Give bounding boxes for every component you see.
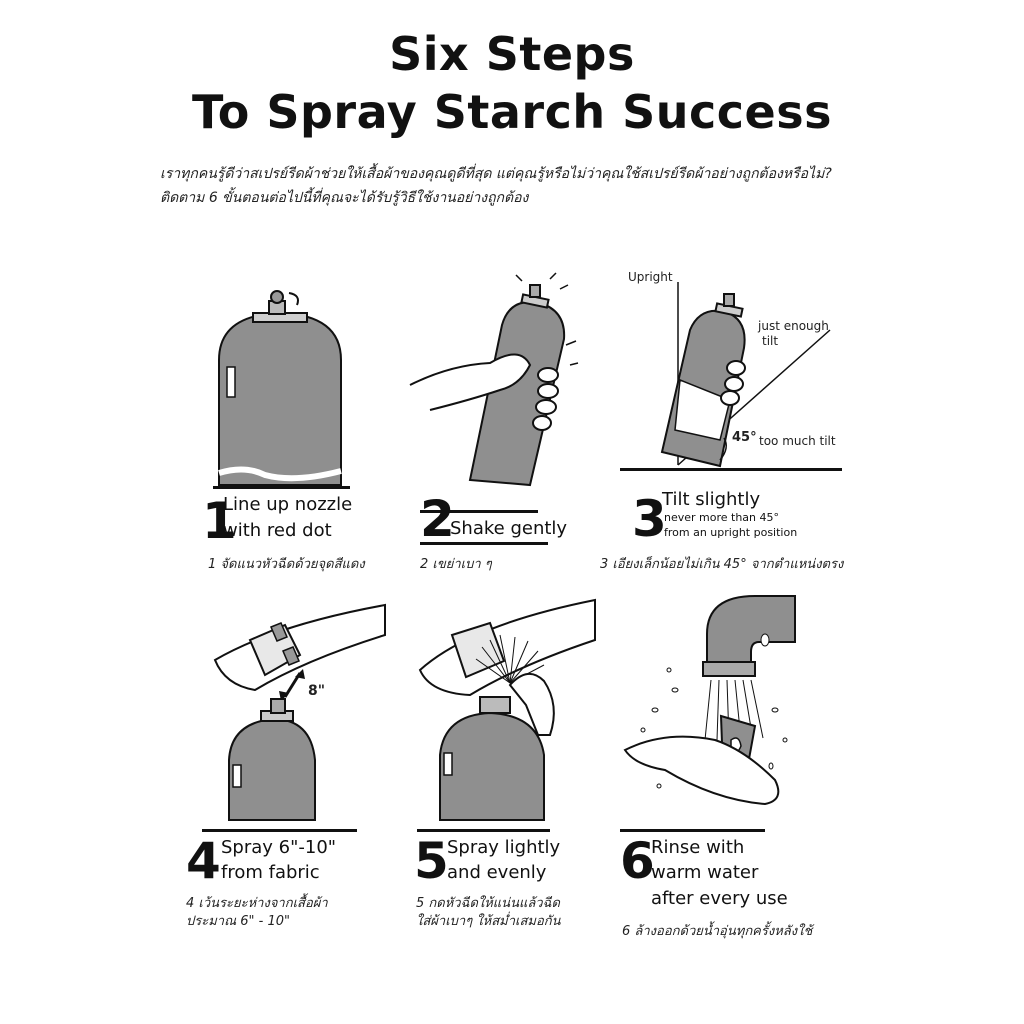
upright-label: Upright bbox=[628, 270, 673, 284]
step-1-number: 1 bbox=[202, 492, 237, 550]
step-5-caption-line-1: Spray lightly bbox=[447, 837, 561, 858]
step-6-caption-line-3: after every use bbox=[651, 888, 788, 909]
step-5-illustration bbox=[420, 585, 595, 820]
step-5-caption-line-2: and evenly bbox=[447, 862, 547, 883]
step-3-sub-line-1: never more than 45° bbox=[664, 511, 780, 524]
step-5-thai-line-1: 5 กดหัวฉีดให้แน่นแล้วฉีด bbox=[416, 896, 560, 911]
too-much-tilt-label: too much tilt bbox=[759, 434, 836, 448]
step-1-rule bbox=[213, 486, 350, 489]
step-5-thai-line-2: ใส่ผ้าเบาๆ ให้สม่ำเสมอกัน bbox=[416, 914, 561, 929]
intro-line-1: เราทุกคนรู้ดีว่าสเปรย์รีดผ้าช่วยให้เสื้อผ้าของคุณดูดีที่สุด แต่คุณรู้หรือไม่ว่าคุณใช้สเปรย์รีดผ้าอย่างถูกต้องหรือไม่? bbox=[160, 166, 832, 182]
step-6-caption-line-2: warm water bbox=[651, 862, 759, 883]
step-2-thai: 2 เขย่าเบา ๆ bbox=[420, 557, 492, 572]
step-4-thai-line-2: ประมาณ 6" - 10" bbox=[186, 914, 291, 929]
step-5-number: 5 bbox=[414, 832, 449, 890]
step-4-illustration bbox=[215, 585, 385, 820]
step-3-sub-line-2: from an upright position bbox=[664, 526, 798, 539]
step-2-caption: Shake gently bbox=[450, 518, 568, 539]
step-6-caption-line-1: Rinse with bbox=[651, 837, 745, 858]
step-4-caption-line-2: from fabric bbox=[221, 862, 320, 883]
just-enough-label: just enough bbox=[758, 319, 829, 333]
step-4-caption-line-1: Spray 6"-10" bbox=[221, 837, 337, 858]
step-4-rule bbox=[202, 829, 357, 832]
angle-label: 45° bbox=[732, 430, 757, 445]
step-1-thai: 1 จัดแนวหัวฉีดด้วยจุดสีแดง bbox=[208, 557, 365, 572]
page-title-line-2: To Spray Starch Success bbox=[191, 85, 832, 139]
distance-label: 8" bbox=[308, 683, 326, 699]
step-2-number: 2 bbox=[420, 490, 455, 548]
step-1-caption-line-2: with red dot bbox=[223, 520, 332, 541]
intro-line-2: ติดตาม 6 ขั้นตอนต่อไปนี้ที่คุณจะได้รับรู้วิธีใช้งานอย่างถูกต้อง bbox=[160, 190, 529, 206]
step-1-illustration bbox=[205, 285, 355, 485]
step-6-illustration bbox=[625, 590, 795, 820]
step-1-caption-line-1: Line up nozzle bbox=[223, 494, 353, 515]
step-6-thai: 6 ล้างออกด้วยน้ำอุ่นทุกครั้งหลังใช้ bbox=[622, 924, 813, 939]
tilt-label: tilt bbox=[762, 334, 779, 348]
step-3-number: 3 bbox=[632, 490, 667, 548]
step-3-thai: 3 เอียงเล็กน้อยไม่เกิน 45° จากตำแหน่งตรง bbox=[600, 557, 844, 572]
step-4-thai-line-1: 4 เว้นระยะห่างจากเสื้อผ้า bbox=[186, 896, 328, 911]
step-6-number: 6 bbox=[620, 832, 655, 890]
page-title-line-1: Six Steps bbox=[389, 27, 635, 81]
step-3-caption: Tilt slightly bbox=[662, 489, 761, 510]
step-2-illustration bbox=[410, 275, 580, 485]
step-4-number: 4 bbox=[186, 832, 221, 890]
